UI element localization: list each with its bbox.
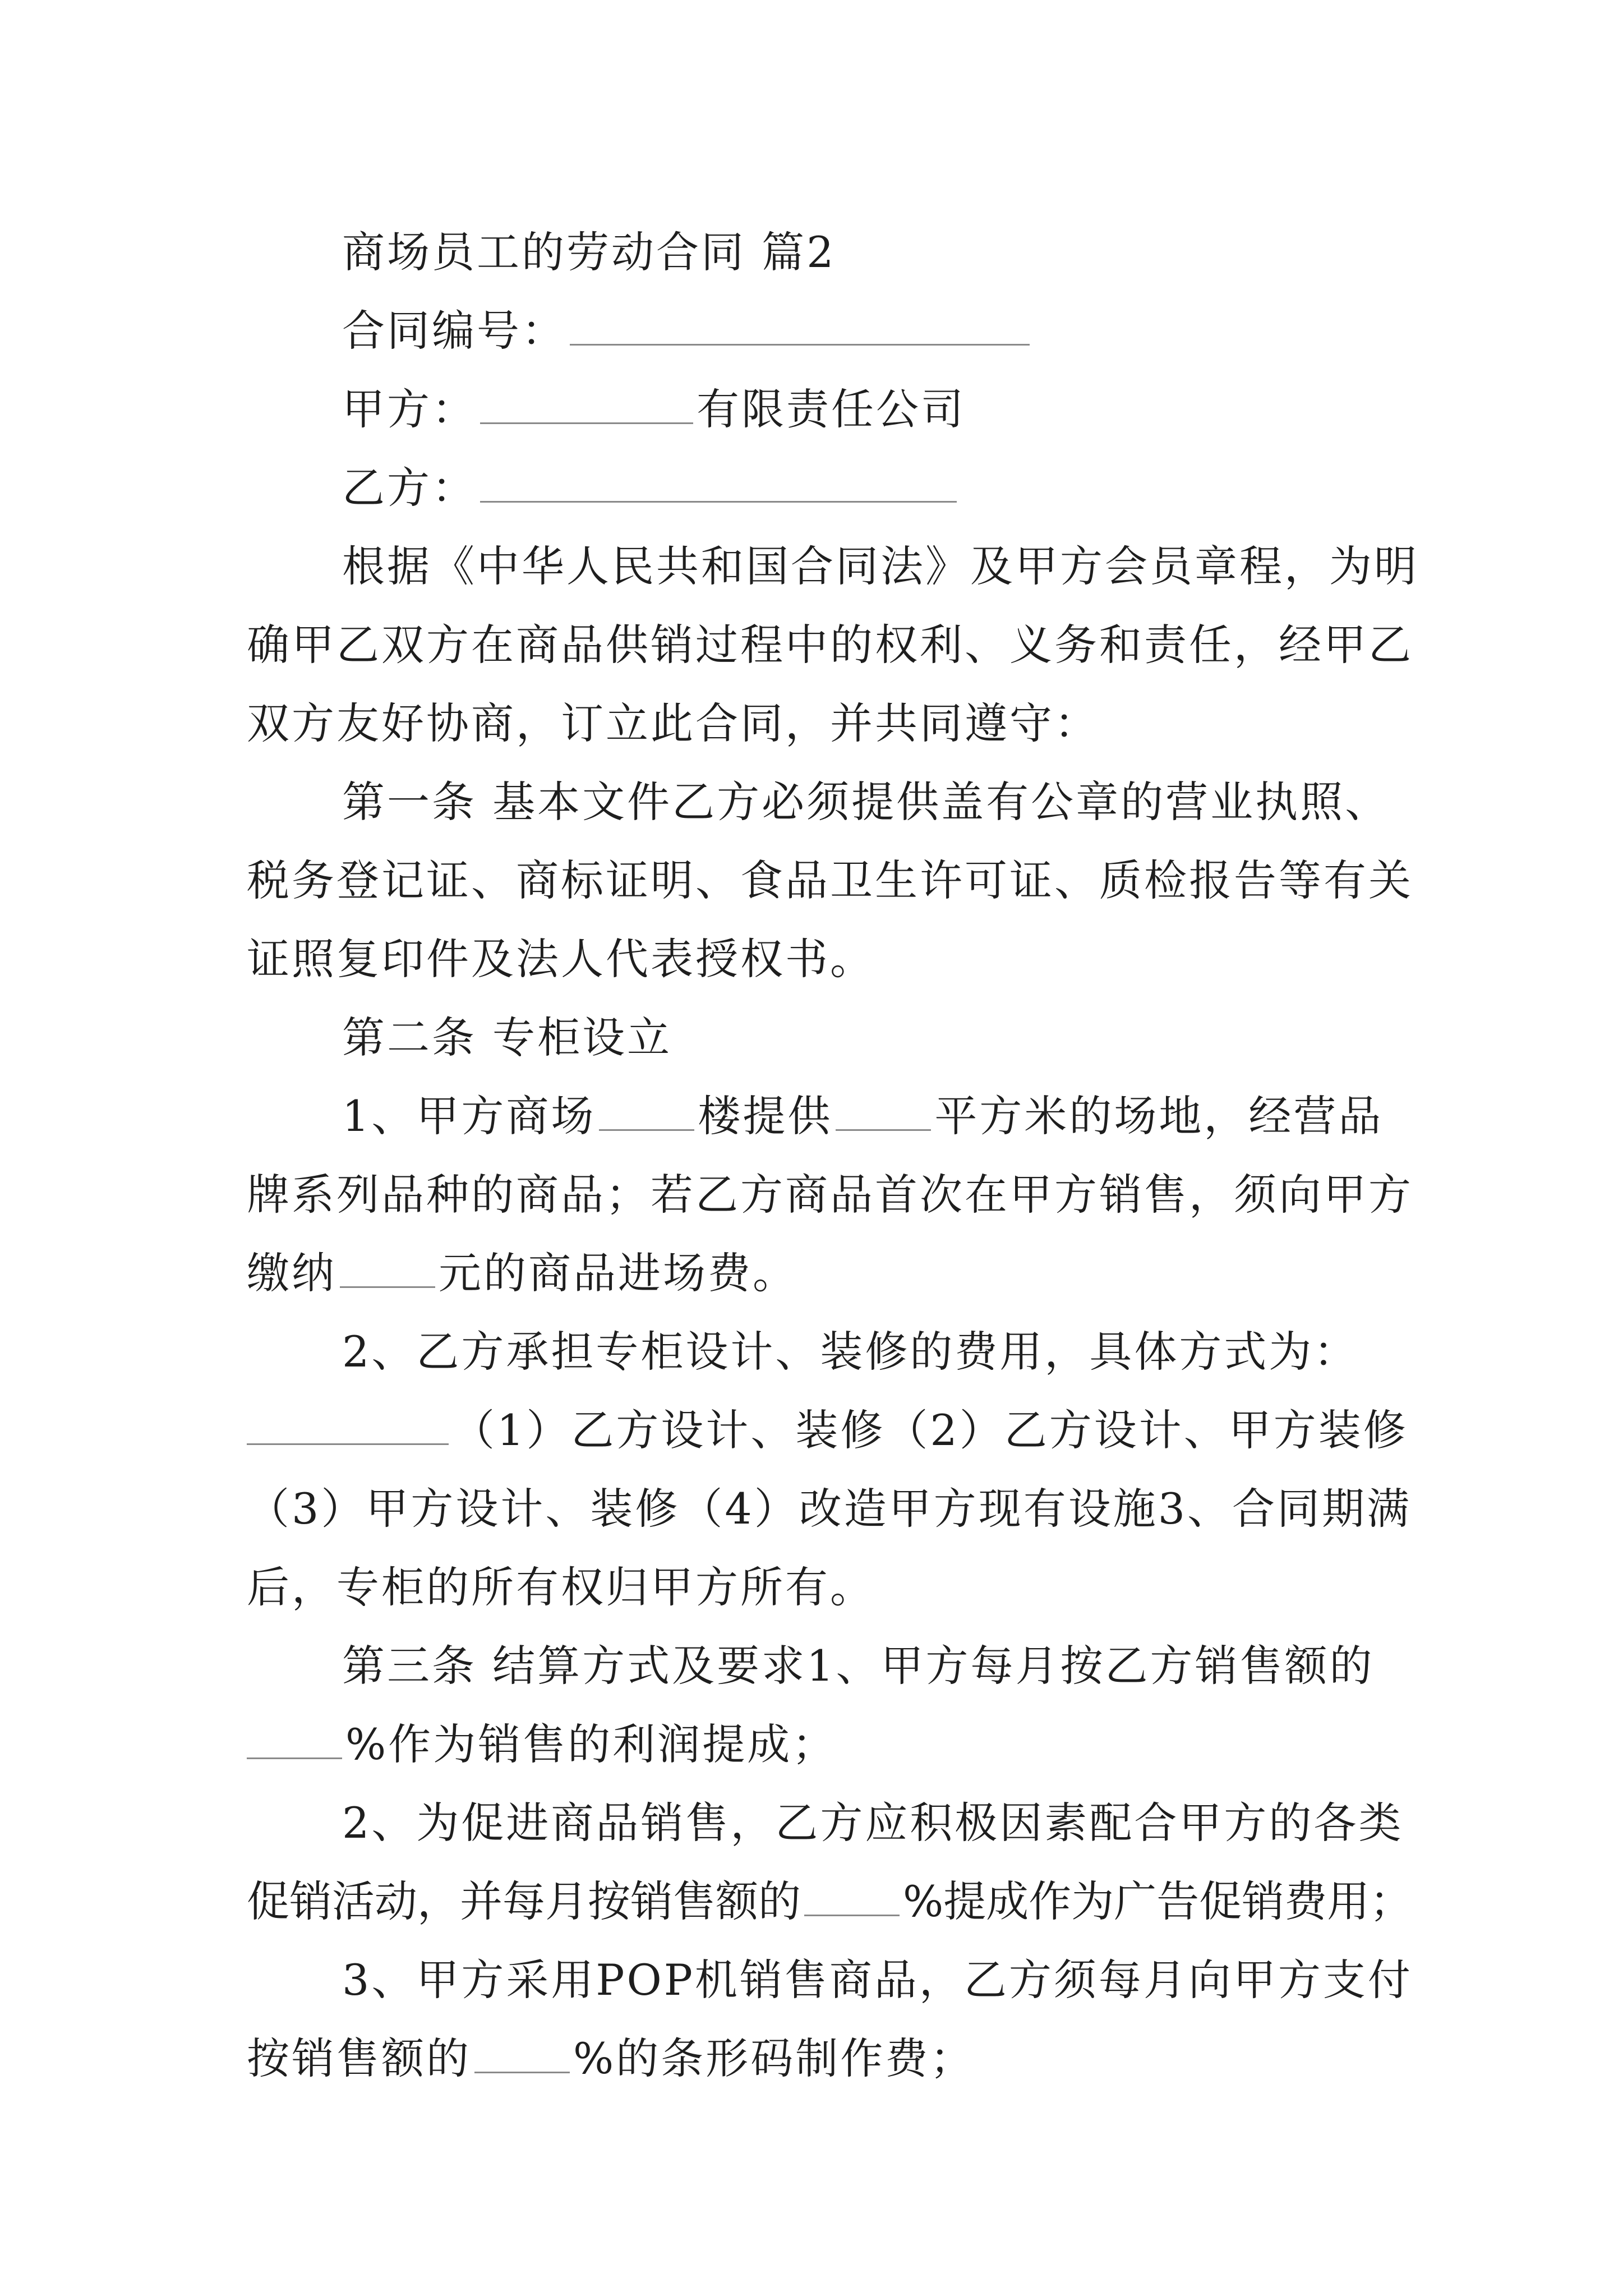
party-a-suffix: 有限责任公司 <box>697 384 966 434</box>
article3-item2-line: 2、为促进商品销售，乙方应积极因素配合甲方的各类 <box>342 1798 1404 1848</box>
text-segment: 缴纳 <box>247 1248 336 1298</box>
text-segment: （1）乙方设计、装修（2）乙方设计、甲方装修 <box>452 1405 1408 1455</box>
article1-line: 第一条 基本文件乙方必须提供盖有公章的营业执照、 <box>342 777 1390 827</box>
article2-item2-line: 后，专柜的所有权归甲方所有。 <box>247 1562 875 1612</box>
article2-item1-line <box>247 1234 1391 1313</box>
party-b-blank <box>480 458 957 503</box>
contract-number-line <box>247 292 1391 370</box>
text-segment: 元的商品进场费。 <box>439 1248 797 1298</box>
contract-document <box>247 213 1419 2098</box>
text-segment: %提成作为广告促销费用； <box>903 1876 1413 1926</box>
party-b-label: 乙方： <box>342 463 477 513</box>
party-a-label: 甲方： <box>342 384 477 434</box>
intro-line: 双方友好协商，订立此合同，并共同遵守： <box>247 698 1099 748</box>
text-segment: 楼提供 <box>698 1091 833 1141</box>
article2-item2-line <box>247 1391 1408 1470</box>
party-b-line <box>247 449 1391 527</box>
intro-line: 确甲乙双方在商品供销过程中的权利、义务和责任，经甲乙 <box>247 620 1413 670</box>
article3-line <box>247 1705 1391 1784</box>
article3-item3-line <box>247 2019 1391 2098</box>
contract-number-label: 合同编号： <box>342 306 566 356</box>
intro-line: 根据《中华人民共和国合同法》及甲方会员章程，为明 <box>342 541 1419 591</box>
method-blank <box>247 1401 449 1445</box>
article2-item1-line: 牌系列品种的商品；若乙方商品首次在甲方销售，须向甲方 <box>247 1170 1413 1220</box>
text-segment: 促销活动，并每月按销售额的 <box>247 1876 801 1926</box>
profit-percent-blank <box>247 1715 342 1759</box>
document-title: 商场员工的劳动合同 篇2 <box>342 227 836 277</box>
floor-blank <box>599 1087 694 1131</box>
contract-number-blank <box>570 301 1030 346</box>
text-segment: 1、甲方商场 <box>342 1091 596 1141</box>
party-a-blank <box>480 380 693 424</box>
article2-item2-line: （3）甲方设计、装修（4）改造甲方现有设施3、合同期满 <box>247 1484 1412 1534</box>
article2-item2-line: 2、乙方承担专柜设计、装修的费用，具体方式为： <box>342 1327 1359 1377</box>
article3-item3-line: 3、甲方采用POP机销售商品，乙方须每月向甲方支付 <box>342 1955 1413 2005</box>
area-blank <box>836 1087 931 1131</box>
fee-blank <box>340 1244 435 1288</box>
text-segment: %作为销售的利润提成； <box>345 1719 837 1769</box>
text-segment: 按销售额的 <box>247 2033 471 2083</box>
barcode-percent-blank <box>474 2029 570 2073</box>
article1-line: 证照复印件及法人代表授权书。 <box>247 934 875 984</box>
text-segment: 平方米的场地，经营品 <box>934 1091 1384 1141</box>
article1-line: 税务登记证、商标证明、食品卫生许可证、质检报告等有关 <box>247 855 1413 905</box>
ad-percent-blank <box>804 1872 900 1916</box>
article2-heading: 第二条 专柜设立 <box>342 1013 672 1062</box>
article3-item2-line <box>247 1862 1413 1941</box>
text-segment: %的条形码制作费； <box>573 2033 975 2083</box>
article2-item1-line <box>247 1077 1391 1156</box>
party-a-line <box>247 370 1391 449</box>
article3-line: 第三条 结算方式及要求1、甲方每月按乙方销售额的 <box>342 1641 1375 1691</box>
